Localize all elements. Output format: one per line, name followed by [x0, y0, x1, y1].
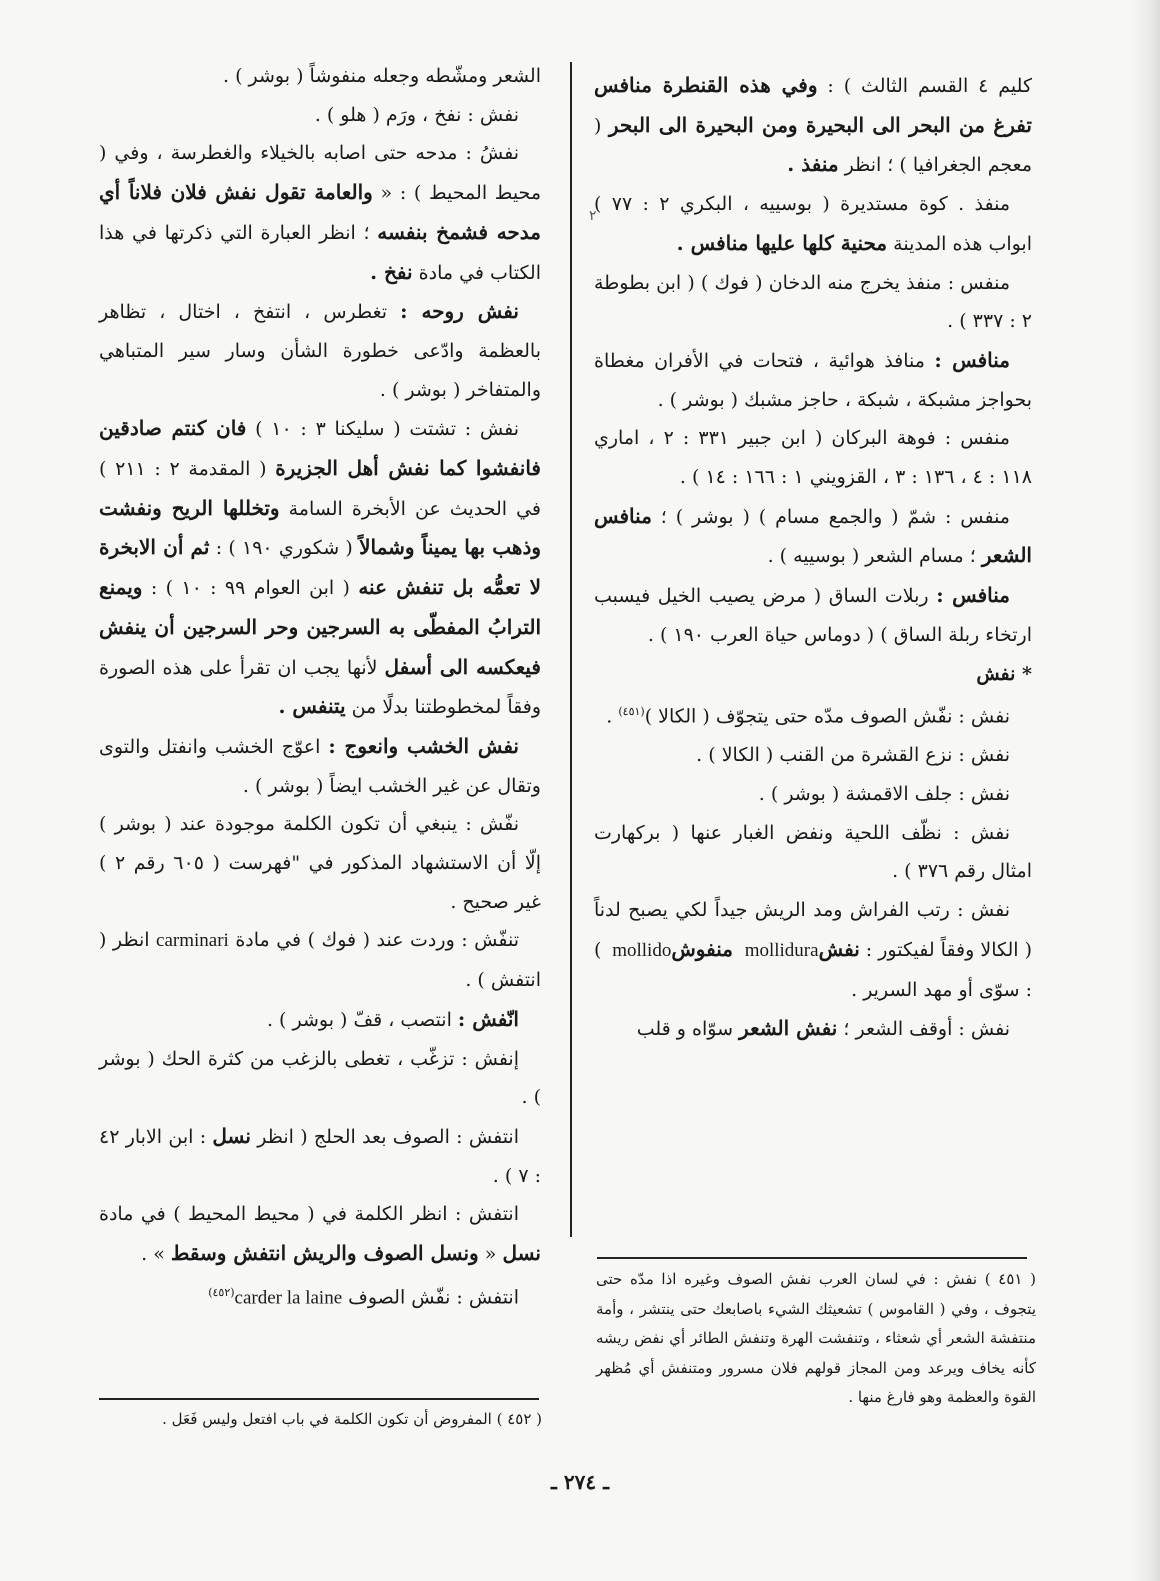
margin-mark: ٢ [589, 208, 597, 224]
entry-paragraph: الشعر ومشّطه وجعله منفوشاً ( بوشر ) . [223, 65, 541, 87]
entry-paragraph: منفذ . كوة مستديرة ( بوسييه ، البكري ٢ : ٧٧ ) ابواب هذه المدينة محنية كلها عليها منافس . [594, 193, 1032, 255]
entry-paragraph: نفش : رتب الفراش ومد الريش جيداً لكي يصبح لدناً ( الكالا وفقاً لفيكتور : نفش mollidura منفوش mollido ) : سوّى أو مهد السرير . [594, 899, 1032, 1001]
entry-paragraph: منفس : فوهة البركان ( ابن جبير ٣٣١ : ٢ ، اماري ١١٨ : ٤ ، ١٣٦ : ٣ ، القزويني ١ : ١٦٦ : ١٤ ) . [594, 427, 1032, 489]
column-divider [570, 62, 572, 1237]
scan-edge [1130, 0, 1160, 1581]
entry-paragraph: نفش روحه : تغطرس ، انتفخ ، اختال ، تظاهر بالعظمة وادّعى خطورة الشأن وسار سير المتباهي والمتفاخر ( بوشر ) . [99, 299, 541, 401]
entry-paragraph: نفش : نفّش الصوف مدّه حتى يتجوّف ( الكالا )$^{(٤٥١)}$ . [606, 705, 1010, 728]
entry-paragraph: نفش : تشتت ( سليكنا ٣ : ١٠ ) فان كنتم صادقين فانفشوا كما نفش أهل الجزيرة ( المقدمة ٢ : ٢١١ ) في الحديث عن الأبخرة السامة وتخللها الريح ونفشت وذهب بها يميناً وشمالاً ( شكوري ١٩٠ ) : ثم أن الابخرة لا تعمُّه بل تنفش عنه ( ابن العوام ٩٩ : ١٠ ) : ويمنع الترابُ المفطّى به السرجين وحر السرجين أن ينفش فيعكسه الى أسفل لأنها يجب ان تقرأ على هذه الصورة وفقاً لمخطوطتنا بدلًا من يتنفس . [99, 416, 542, 719]
page-number: ـ ٢٧٤ ـ [551, 1470, 609, 1494]
entry-paragraph: انّفش : انتصب ، قفّ ( بوشر ) . [266, 1006, 519, 1031]
entry-paragraph: نفش : نفخ ، ورَم ( هلو ) . [314, 103, 519, 126]
entry-paragraph: كليم ٤ القسم الثالث ) : وفي هذه القنطرة منافس تفرغ من البحر الى البحيرة ومن البحيرة الى البحر ( معجم الجغرافيا ) ؛ انظر منفذ . [594, 73, 1032, 177]
entry-paragraph: منافس : منافذ هوائية ، فتحات في الأفران مغطاة بحواجز مشبكة ، شبكة ، حاجز مشبك ( بوشر ) . [594, 347, 1032, 411]
entry-paragraph: إنفش : تزغّب ، تغطى بالزغب من كثرة الحك ( بوشر ) . [99, 1047, 541, 1109]
entry-heading: * نفش [976, 662, 1032, 685]
entry-paragraph: منفس : شمّ ( والجمع مسام ) ( بوشر ) ؛ منافس الشعر ؛ مسام الشعر ( بوسييه ) . [594, 503, 1032, 568]
footnote-rule [597, 1257, 1027, 1259]
entry-paragraph: انتفش : انظر الكلمة في ( محيط المحيط ) في مادة نسل « ونسل الصوف والريش انتفش وسقط » . [99, 1203, 541, 1266]
entry-paragraph: انتفش : نفّش الصوف carder la laine$^{(٤٥٢)}$ [208, 1285, 519, 1309]
entry-paragraph: انتفش : الصوف بعد الحلج ( انظر نسل : ابن الابار ٤٢ : ٧ ) . [99, 1123, 541, 1187]
right-column [594, 66, 1032, 1049]
entry-paragraph: نفش : جلف الاقمشة ( بوشر ) . [758, 782, 1010, 805]
entry-paragraph: منفس : منفذ يخرج منه الدخان ( فوك ) ( ابن بطوطة ٢ : ٣٣٧ ) . [594, 271, 1032, 333]
entry-paragraph: نفش : نزع القشرة من القنب ( الكالا ) . [696, 744, 1010, 767]
entry-paragraph: نفش الخشب وانعوج : اعوّج الخشب وانفتل والتوى وتقال عن غير الخشب ايضاً ( بوشر ) . [99, 733, 541, 797]
footnote-451: ( ٤٥١ ) نفش : في لسان العرب نفش الصوف وغيره اذا مدّه حتى يتجوف ، وفي ( القاموس ) تشعيثك الشيء باصابعك حتى ينتشر ، وأمة منتفشة الشعر أي شعثاء ، وتنفشت الهرة وتنفش الطائر أي نفض ريشه كأنه يخاف ويرعد ومن المجاز قولهم فلان مسرور ومتنفش أي مُظهر القوة والعظمة وهو فارغ منها . [596, 1270, 1036, 1406]
entry-paragraph: نفش : نظّف اللحية ونفض الغبار عنها ( بركهارت امثال رقم ٣٧٦ ) . [594, 821, 1032, 883]
left-column [99, 57, 541, 1318]
entry-paragraph: نفش : أوقف الشعر ؛ نفش الشعر سوّاه و قلب [636, 1016, 1010, 1041]
entry-paragraph: منافس : ربلات الساق ( مرض يصيب الخيل فيسبب ارتخاء ربلة الساق ) ( دوماس حياة العرب ١٩٠ ) . [594, 583, 1032, 646]
footnote-452: ( ٤٥٢ ) المفروض أن تكون الكلمة في باب افتعل وليس فَعَل . [162, 1410, 542, 1428]
entry-paragraph: نفشُ : مدحه حتى اصابه بالخيلاء والغطرسة ، وفي ( محيط المحيط ) : « والعامة تقول نفش فلان فلاناً أي مدحه فشمخ بنفسه ؛ انظر العبارة التي ذكرتها في هذا الكتاب في مادة نفخ . [99, 142, 542, 284]
entry-paragraph: تنفّش : وردت عند ( فوك ) في مادة carminari انظر ( انتفش ) . [99, 929, 541, 992]
footnote-rule [99, 1398, 539, 1400]
entry-paragraph: نفّش : ينبغي أن تكون الكلمة موجودة عند ( بوشر ) إلّا أن الاستشهاد المذكور في "فهرست ( ٦٠٥ رقم ٢ ) غير صحيح . [99, 813, 542, 913]
